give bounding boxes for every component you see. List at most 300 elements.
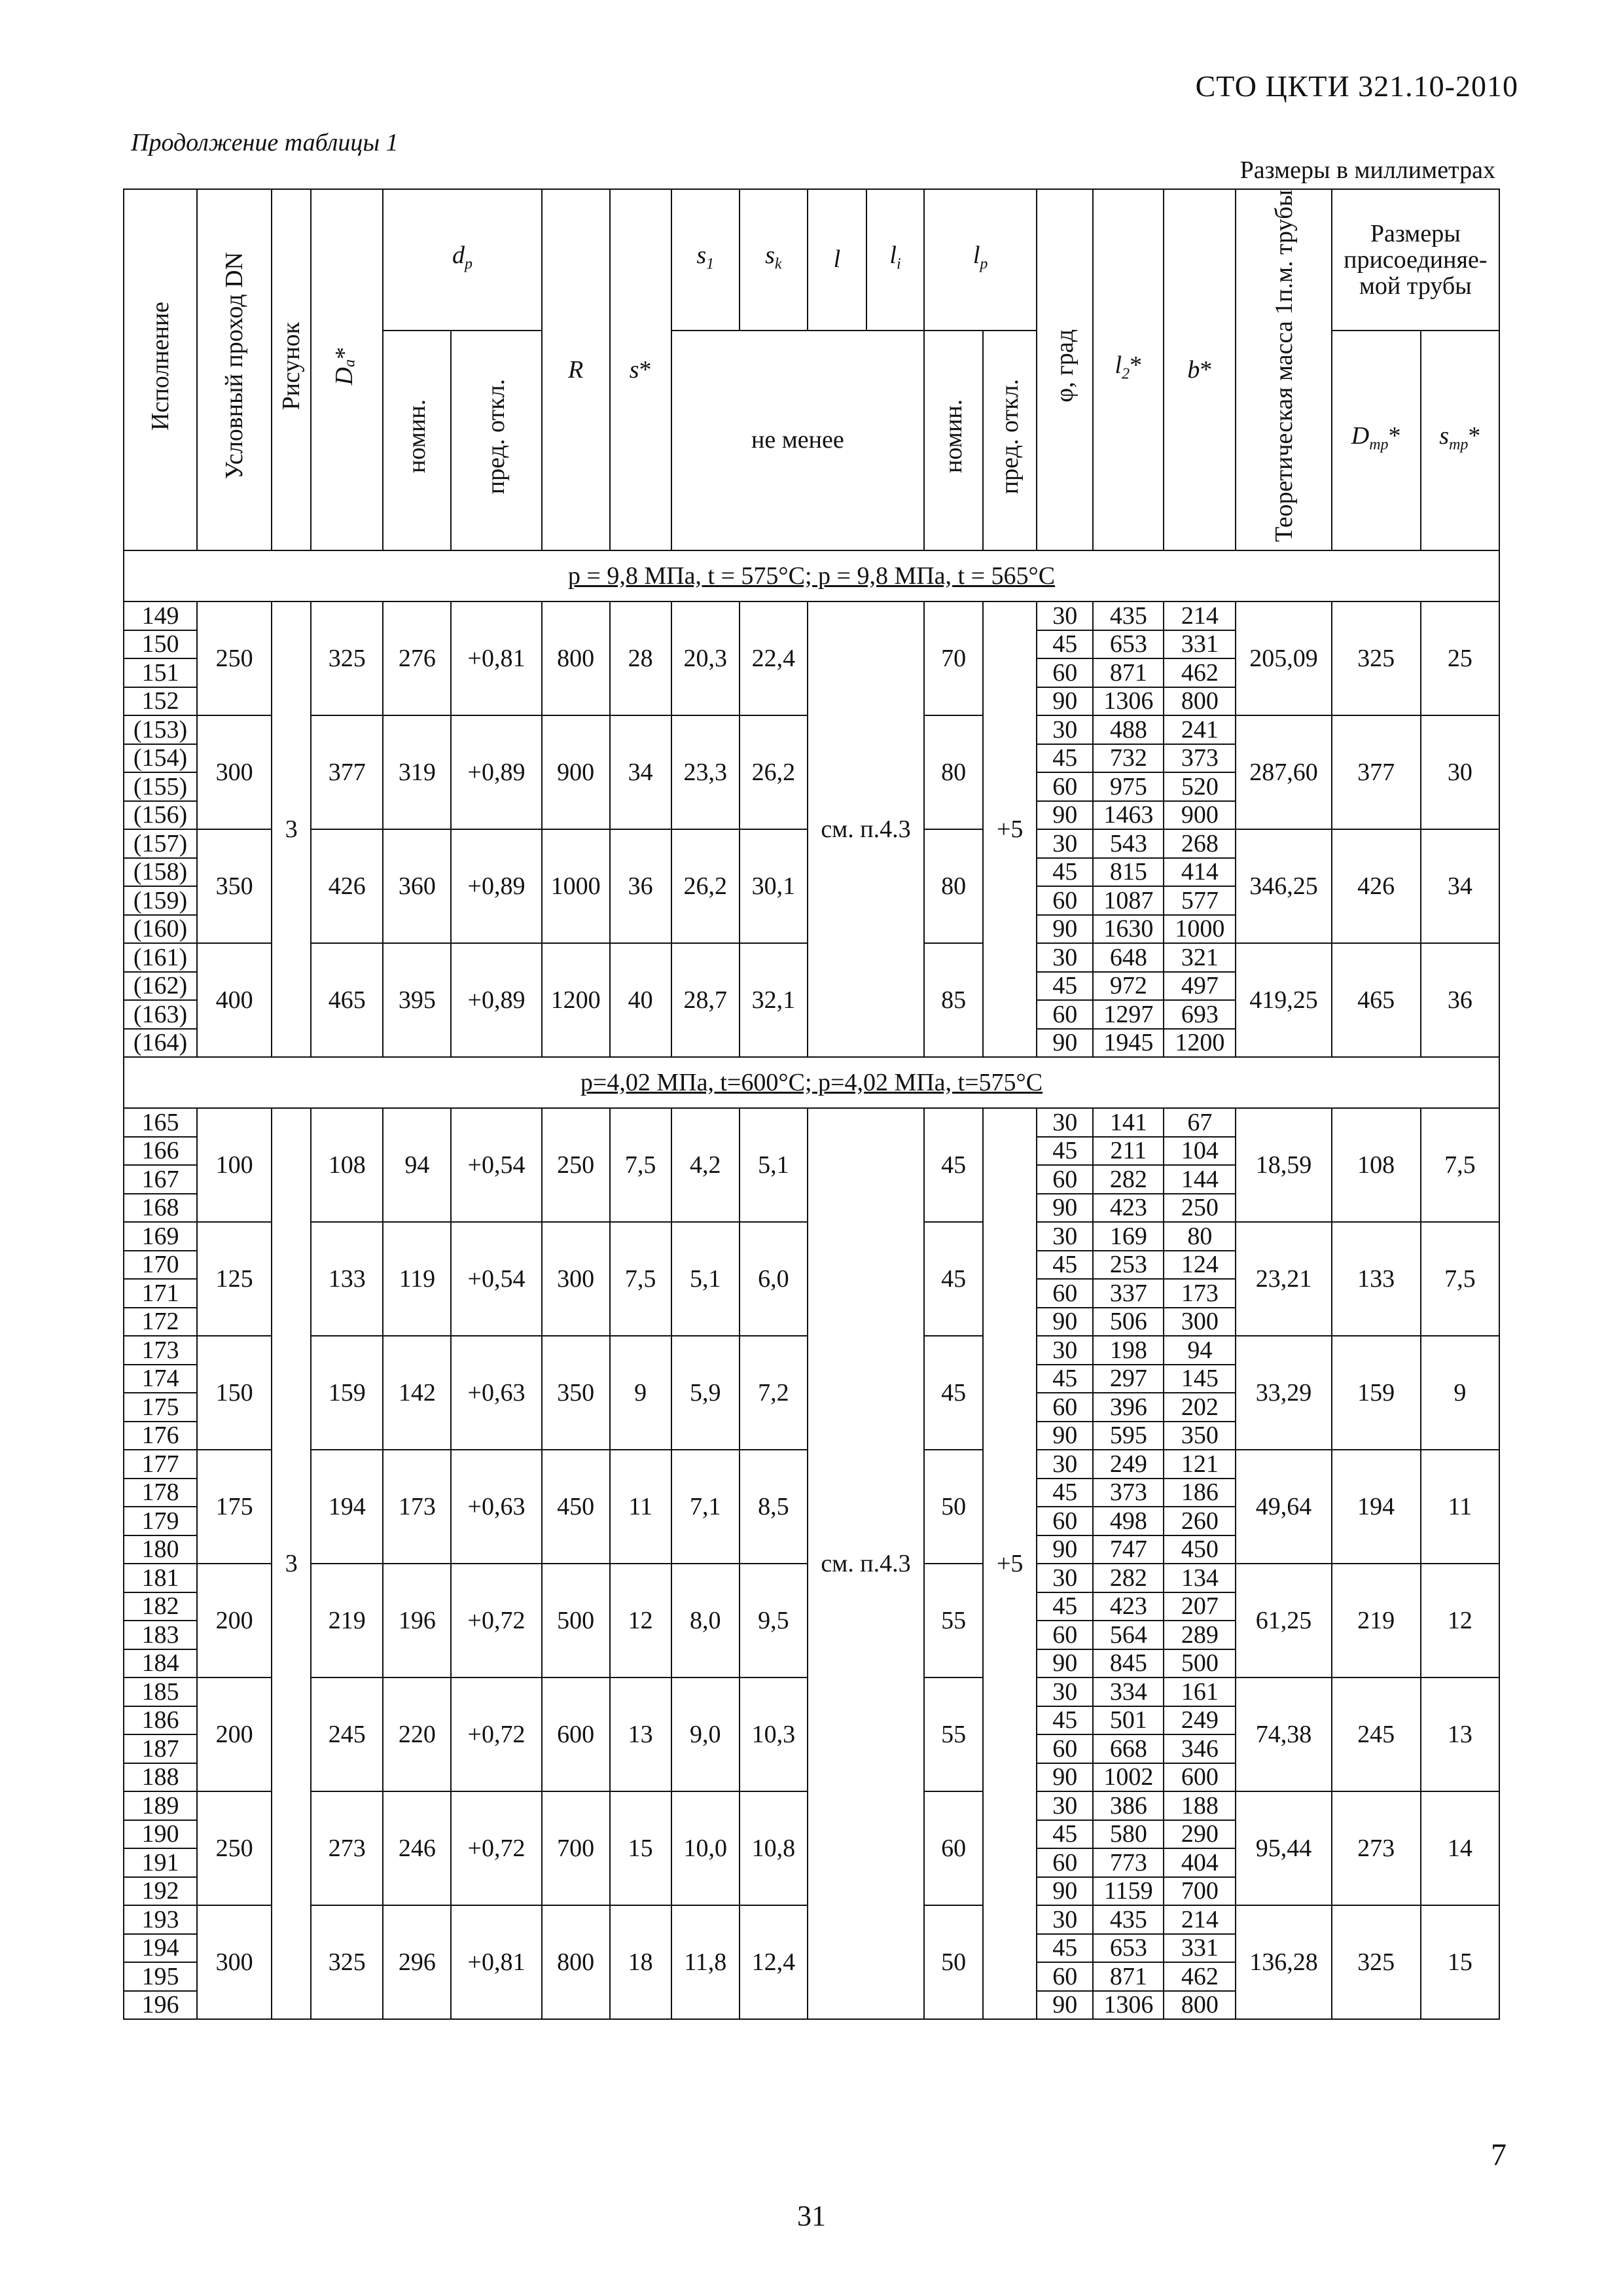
cell-phi: 45 xyxy=(1037,858,1093,887)
cell-phi: 30 xyxy=(1037,1450,1093,1479)
cell-r: 350 xyxy=(542,1336,610,1450)
cell-dp-otkl: +0,72 xyxy=(451,1791,541,1905)
col-dn: Условный проход DN xyxy=(197,189,272,550)
cell-dtr: 465 xyxy=(1332,943,1421,1057)
cell-l2: 1297 xyxy=(1093,1000,1164,1029)
document-code: СТО ЦКТИ 321.10-2010 xyxy=(1195,69,1518,103)
cell-str: 30 xyxy=(1421,715,1499,829)
cell-dp-nomin: 220 xyxy=(383,1677,451,1791)
cell-str: 34 xyxy=(1421,829,1499,943)
cell-l2: 1159 xyxy=(1093,1877,1164,1906)
cell-b: 414 xyxy=(1164,858,1236,887)
cell-s: 18 xyxy=(610,1905,671,2019)
cell-phi: 60 xyxy=(1037,1393,1093,1422)
cell-s1: 20,3 xyxy=(671,601,740,715)
cell-lp: 80 xyxy=(924,829,983,943)
cell-da: 159 xyxy=(311,1336,383,1450)
cell-r: 900 xyxy=(542,715,610,829)
cell-b: 241 xyxy=(1164,715,1236,744)
cell-phi: 90 xyxy=(1037,1991,1093,2020)
cell-ispolnenie: (164) xyxy=(124,1029,197,1058)
cell-s: 34 xyxy=(610,715,671,829)
cell-ispolnenie: 167 xyxy=(124,1165,197,1194)
cell-mass: 205,09 xyxy=(1236,601,1331,715)
cell-lp: 55 xyxy=(924,1564,983,1677)
col-l: l xyxy=(808,189,866,331)
cell-phi: 90 xyxy=(1037,801,1093,830)
col-dtr: $D_{тр}*$ xyxy=(1332,331,1421,550)
cell-ispolnenie: 194 xyxy=(124,1934,197,1963)
cell-s: 13 xyxy=(610,1677,671,1791)
cell-ispolnenie: (159) xyxy=(124,886,197,915)
cell-phi: 30 xyxy=(1037,943,1093,972)
cell-r: 250 xyxy=(542,1108,610,1222)
cell-b: 186 xyxy=(1164,1479,1236,1507)
col-lp: $l_p$ xyxy=(924,189,1037,331)
col-s: s* xyxy=(610,189,671,550)
cell-b: 214 xyxy=(1164,1905,1236,1934)
cell-s1: 8,0 xyxy=(671,1564,740,1677)
cell-r: 800 xyxy=(542,601,610,715)
cell-l2: 543 xyxy=(1093,829,1164,858)
cell-dp-otkl: +0,63 xyxy=(451,1450,541,1564)
cell-dp-nomin: 319 xyxy=(383,715,451,829)
section-title xyxy=(124,550,1499,601)
cell-str: 11 xyxy=(1421,1450,1499,1564)
cell-b: 800 xyxy=(1164,1991,1236,2020)
cell-l2: 595 xyxy=(1093,1422,1164,1450)
cell-sk: 6,0 xyxy=(740,1222,808,1336)
cell-dn: 400 xyxy=(197,943,272,1057)
table-continuation-label: Продолжение таблицы 1 xyxy=(131,129,399,156)
page-number: 31 xyxy=(797,2200,826,2232)
cell-da: 219 xyxy=(311,1564,383,1677)
units-note: Размеры в миллиметрах xyxy=(1240,156,1495,184)
cell-ispolnenie: 178 xyxy=(124,1479,197,1507)
cell-s: 9 xyxy=(610,1336,671,1450)
cell-ispolnenie: (155) xyxy=(124,772,197,801)
cell-da: 194 xyxy=(311,1450,383,1564)
cell-dtr: 219 xyxy=(1332,1564,1421,1677)
cell-phi: 60 xyxy=(1037,1165,1093,1194)
cell-lp: 50 xyxy=(924,1450,983,1564)
cell-ispolnenie: (154) xyxy=(124,744,197,773)
cell-ispolnenie: 192 xyxy=(124,1877,197,1906)
cell-s1: 4,2 xyxy=(671,1108,740,1222)
cell-l2: 498 xyxy=(1093,1507,1164,1535)
cell-phi: 60 xyxy=(1037,1000,1093,1029)
cell-dp-otkl: +0,54 xyxy=(451,1108,541,1222)
cell-b: 300 xyxy=(1164,1308,1236,1336)
cell-phi: 30 xyxy=(1037,1791,1093,1820)
cell-phi: 90 xyxy=(1037,1029,1093,1058)
cell-l2: 773 xyxy=(1093,1848,1164,1877)
cell-phi: 45 xyxy=(1037,630,1093,659)
cell-ispolnenie: 150 xyxy=(124,630,197,659)
cell-b: 207 xyxy=(1164,1592,1236,1621)
cell-lp: 50 xyxy=(924,1905,983,2019)
cell-phi: 90 xyxy=(1037,1194,1093,1223)
cell-l2: 386 xyxy=(1093,1791,1164,1820)
cell-s: 7,5 xyxy=(610,1222,671,1336)
cell-phi: 90 xyxy=(1037,687,1093,716)
cell-b: 577 xyxy=(1164,886,1236,915)
cell-b: 124 xyxy=(1164,1251,1236,1280)
col-b: b* xyxy=(1164,189,1236,550)
cell-b: 450 xyxy=(1164,1535,1236,1564)
cell-da: 273 xyxy=(311,1791,383,1905)
cell-b: 1200 xyxy=(1164,1029,1236,1058)
cell-b: 404 xyxy=(1164,1848,1236,1877)
cell-l2: 435 xyxy=(1093,1905,1164,1934)
cell-ispolnenie: 179 xyxy=(124,1507,197,1535)
cell-l2: 975 xyxy=(1093,772,1164,801)
cell-dp-otkl: +0,81 xyxy=(451,601,541,715)
cell-dn: 200 xyxy=(197,1564,272,1677)
cell-s1: 26,2 xyxy=(671,829,740,943)
cell-phi: 90 xyxy=(1037,1763,1093,1792)
cell-dn: 200 xyxy=(197,1677,272,1791)
cell-da: 108 xyxy=(311,1108,383,1222)
cell-str: 36 xyxy=(1421,943,1499,1057)
col-sk: $s_k$ xyxy=(740,189,808,331)
cell-phi: 90 xyxy=(1037,1877,1093,1906)
section-title-text: p = 9,8 МПа, t = 575°C; p = 9,8 МПа, t = 565°C xyxy=(567,562,1056,590)
cell-da: 465 xyxy=(311,943,383,1057)
cell-dn: 250 xyxy=(197,601,272,715)
cell-phi: 60 xyxy=(1037,772,1093,801)
cell-r: 500 xyxy=(542,1564,610,1677)
cell-sk: 7,2 xyxy=(740,1336,808,1450)
cell-ispolnenie: 168 xyxy=(124,1194,197,1223)
cell-l2: 282 xyxy=(1093,1564,1164,1592)
cell-s: 11 xyxy=(610,1450,671,1564)
cell-dp-nomin: 276 xyxy=(383,601,451,715)
cell-b: 80 xyxy=(1164,1222,1236,1251)
cell-lp: 45 xyxy=(924,1222,983,1336)
col-r: R xyxy=(542,189,610,550)
cell-phi: 45 xyxy=(1037,1137,1093,1166)
cell-mass: 23,21 xyxy=(1236,1222,1331,1336)
cell-phi: 60 xyxy=(1037,1734,1093,1763)
cell-dp-otkl: +0,81 xyxy=(451,1905,541,2019)
cell-b: 104 xyxy=(1164,1137,1236,1166)
cell-dtr: 133 xyxy=(1332,1222,1421,1336)
cell-dn: 175 xyxy=(197,1450,272,1564)
cell-b: 350 xyxy=(1164,1422,1236,1450)
cell-l2: 871 xyxy=(1093,658,1164,687)
cell-ispolnenie: 183 xyxy=(124,1621,197,1649)
cell-phi: 60 xyxy=(1037,1962,1093,1991)
cell-da: 325 xyxy=(311,601,383,715)
cell-mass: 287,60 xyxy=(1236,715,1331,829)
cell-l2: 506 xyxy=(1093,1308,1164,1336)
cell-ispolnenie: 175 xyxy=(124,1393,197,1422)
cell-lp: 70 xyxy=(924,601,983,715)
cell-li-note: см. п.4.3 xyxy=(808,1108,924,2019)
cell-s: 7,5 xyxy=(610,1108,671,1222)
cell-l2: 732 xyxy=(1093,744,1164,773)
cell-phi: 60 xyxy=(1037,1621,1093,1649)
cell-dp-nomin: 173 xyxy=(383,1450,451,1564)
cell-dtr: 194 xyxy=(1332,1450,1421,1564)
col-pipe: Размеры присоединяе-мой трубы xyxy=(1332,189,1499,331)
cell-l2: 423 xyxy=(1093,1194,1164,1223)
cell-b: 134 xyxy=(1164,1564,1236,1592)
cell-ispolnenie: (160) xyxy=(124,915,197,944)
cell-ispolnenie: 165 xyxy=(124,1108,197,1137)
cell-b: 500 xyxy=(1164,1649,1236,1678)
cell-l2: 1630 xyxy=(1093,915,1164,944)
cell-r: 1000 xyxy=(542,829,610,943)
cell-dp-otkl: +0,89 xyxy=(451,829,541,943)
cell-b: 289 xyxy=(1164,1621,1236,1649)
col-mass: Теоретическая масса 1п.м. трубы xyxy=(1236,189,1331,550)
cell-phi: 30 xyxy=(1037,1222,1093,1251)
cell-ispolnenie: 196 xyxy=(124,1991,197,2020)
cell-ispolnenie: (156) xyxy=(124,801,197,830)
cell-dtr: 108 xyxy=(1332,1108,1421,1222)
cell-ispolnenie: 173 xyxy=(124,1336,197,1365)
cell-sk: 9,5 xyxy=(740,1564,808,1677)
cell-phi: 45 xyxy=(1037,1251,1093,1280)
cell-sk: 12,4 xyxy=(740,1905,808,2019)
cell-lp: 60 xyxy=(924,1791,983,1905)
cell-l2: 845 xyxy=(1093,1649,1164,1678)
cell-mass: 136,28 xyxy=(1236,1905,1331,2019)
cell-dn: 125 xyxy=(197,1222,272,1336)
cell-phi: 45 xyxy=(1037,1592,1093,1621)
cell-b: 321 xyxy=(1164,943,1236,972)
cell-ispolnenie: (161) xyxy=(124,943,197,972)
cell-ispolnenie: 181 xyxy=(124,1564,197,1592)
cell-dp-otkl: +0,63 xyxy=(451,1336,541,1450)
cell-ispolnenie: 166 xyxy=(124,1137,197,1166)
cell-dp-nomin: 196 xyxy=(383,1564,451,1677)
cell-b: 1000 xyxy=(1164,915,1236,944)
cell-dp-nomin: 360 xyxy=(383,829,451,943)
cell-dn: 100 xyxy=(197,1108,272,1222)
cell-ispolnenie: 170 xyxy=(124,1251,197,1280)
cell-phi: 60 xyxy=(1037,658,1093,687)
cell-b: 121 xyxy=(1164,1450,1236,1479)
cell-l2: 501 xyxy=(1093,1706,1164,1735)
cell-phi: 90 xyxy=(1037,1422,1093,1450)
cell-ispolnenie: 151 xyxy=(124,658,197,687)
cell-phi: 45 xyxy=(1037,744,1093,773)
cell-mass: 346,25 xyxy=(1236,829,1331,943)
cell-l2: 1002 xyxy=(1093,1763,1164,1792)
cell-b: 462 xyxy=(1164,658,1236,687)
cell-dp-otkl: +0,89 xyxy=(451,943,541,1057)
cell-ispolnenie: 172 xyxy=(124,1308,197,1336)
cell-l2: 972 xyxy=(1093,972,1164,1001)
cell-dtr: 377 xyxy=(1332,715,1421,829)
cell-b: 249 xyxy=(1164,1706,1236,1735)
cell-lp: 45 xyxy=(924,1108,983,1222)
cell-s: 15 xyxy=(610,1791,671,1905)
cell-ispolnenie: 195 xyxy=(124,1962,197,1991)
cell-str: 14 xyxy=(1421,1791,1499,1905)
cell-l2: 253 xyxy=(1093,1251,1164,1280)
table-header xyxy=(124,189,1499,550)
cell-dp-otkl: +0,72 xyxy=(451,1677,541,1791)
cell-ispolnenie: (153) xyxy=(124,715,197,744)
cell-sk: 32,1 xyxy=(740,943,808,1057)
cell-ispolnenie: 184 xyxy=(124,1649,197,1678)
cell-sk: 22,4 xyxy=(740,601,808,715)
cell-sk: 26,2 xyxy=(740,715,808,829)
cell-sk: 5,1 xyxy=(740,1108,808,1222)
cell-l2: 488 xyxy=(1093,715,1164,744)
cell-lp-pred: +5 xyxy=(983,601,1037,1057)
col-dp-nomin: номин. xyxy=(383,331,451,550)
cell-s1: 7,1 xyxy=(671,1450,740,1564)
col-phi: φ, град xyxy=(1037,189,1093,550)
col-risunok: Рисунок xyxy=(272,189,311,550)
cell-sk: 10,3 xyxy=(740,1677,808,1791)
cell-da: 245 xyxy=(311,1677,383,1791)
cell-b: 520 xyxy=(1164,772,1236,801)
cell-b: 260 xyxy=(1164,1507,1236,1535)
cell-r: 300 xyxy=(542,1222,610,1336)
col-ne-menee: не менее xyxy=(671,331,924,550)
cell-l2: 373 xyxy=(1093,1479,1164,1507)
cell-b: 693 xyxy=(1164,1000,1236,1029)
col-da: $D_a*$ xyxy=(311,189,383,550)
cell-s1: 5,1 xyxy=(671,1222,740,1336)
cell-phi: 45 xyxy=(1037,1479,1093,1507)
cell-l2: 1306 xyxy=(1093,1991,1164,2020)
cell-sk: 10,8 xyxy=(740,1791,808,1905)
cell-ispolnenie: 187 xyxy=(124,1734,197,1763)
cell-l2: 1087 xyxy=(1093,886,1164,915)
col-dp-pred: пред. откл. xyxy=(451,331,541,550)
cell-ispolnenie: 169 xyxy=(124,1222,197,1251)
specification-table-container xyxy=(123,188,1500,2020)
cell-l2: 297 xyxy=(1093,1365,1164,1393)
corner-page-number: 7 xyxy=(1491,2138,1507,2172)
cell-dtr: 325 xyxy=(1332,601,1421,715)
cell-ispolnenie: 174 xyxy=(124,1365,197,1393)
cell-lp-pred: +5 xyxy=(983,1108,1037,2019)
cell-dp-nomin: 94 xyxy=(383,1108,451,1222)
cell-b: 800 xyxy=(1164,687,1236,716)
cell-phi: 45 xyxy=(1037,972,1093,1001)
cell-lp: 55 xyxy=(924,1677,983,1791)
cell-l2: 564 xyxy=(1093,1621,1164,1649)
cell-b: 161 xyxy=(1164,1677,1236,1706)
table-body xyxy=(124,550,1499,2019)
cell-s: 12 xyxy=(610,1564,671,1677)
section-title xyxy=(124,1057,1499,1108)
cell-l2: 169 xyxy=(1093,1222,1164,1251)
cell-l2: 1463 xyxy=(1093,801,1164,830)
cell-b: 250 xyxy=(1164,1194,1236,1223)
cell-str: 7,5 xyxy=(1421,1108,1499,1222)
cell-ispolnenie: 152 xyxy=(124,687,197,716)
cell-str: 7,5 xyxy=(1421,1222,1499,1336)
cell-lp: 45 xyxy=(924,1336,983,1450)
cell-dn: 250 xyxy=(197,1791,272,1905)
cell-b: 290 xyxy=(1164,1820,1236,1849)
cell-b: 188 xyxy=(1164,1791,1236,1820)
cell-ispolnenie: 176 xyxy=(124,1422,197,1450)
cell-phi: 90 xyxy=(1037,1308,1093,1336)
cell-phi: 60 xyxy=(1037,1507,1093,1535)
cell-phi: 30 xyxy=(1037,1677,1093,1706)
section-header-row xyxy=(124,1057,1499,1108)
cell-b: 145 xyxy=(1164,1365,1236,1393)
cell-l2: 211 xyxy=(1093,1137,1164,1166)
cell-ispolnenie: 185 xyxy=(124,1677,197,1706)
cell-l2: 423 xyxy=(1093,1592,1164,1621)
cell-b: 900 xyxy=(1164,801,1236,830)
cell-dn: 150 xyxy=(197,1336,272,1450)
cell-ispolnenie: (158) xyxy=(124,858,197,887)
cell-ispolnenie: 189 xyxy=(124,1791,197,1820)
cell-l2: 653 xyxy=(1093,630,1164,659)
cell-phi: 60 xyxy=(1037,886,1093,915)
cell-ispolnenie: (157) xyxy=(124,829,197,858)
cell-ispolnenie: (163) xyxy=(124,1000,197,1029)
cell-dtr: 159 xyxy=(1332,1336,1421,1450)
cell-dn: 300 xyxy=(197,715,272,829)
cell-ispolnenie: 171 xyxy=(124,1279,197,1308)
cell-b: 144 xyxy=(1164,1165,1236,1194)
cell-l2: 747 xyxy=(1093,1535,1164,1564)
cell-phi: 60 xyxy=(1037,1279,1093,1308)
cell-l2: 668 xyxy=(1093,1734,1164,1763)
cell-r: 600 xyxy=(542,1677,610,1791)
cell-phi: 30 xyxy=(1037,1336,1093,1365)
col-lp-nomin: номин. xyxy=(924,331,983,550)
cell-b: 373 xyxy=(1164,744,1236,773)
cell-phi: 45 xyxy=(1037,1820,1093,1849)
cell-b: 202 xyxy=(1164,1393,1236,1422)
cell-ispolnenie: 177 xyxy=(124,1450,197,1479)
cell-mass: 419,25 xyxy=(1236,943,1331,1057)
cell-l2: 815 xyxy=(1093,858,1164,887)
cell-mass: 49,64 xyxy=(1236,1450,1331,1564)
cell-phi: 90 xyxy=(1037,1535,1093,1564)
col-li: $l_i$ xyxy=(866,189,924,331)
cell-sk: 8,5 xyxy=(740,1450,808,1564)
cell-s: 28 xyxy=(610,601,671,715)
cell-l2: 435 xyxy=(1093,601,1164,630)
cell-phi: 90 xyxy=(1037,915,1093,944)
cell-da: 133 xyxy=(311,1222,383,1336)
cell-b: 331 xyxy=(1164,1934,1236,1963)
cell-phi: 45 xyxy=(1037,1365,1093,1393)
cell-ispolnenie: 149 xyxy=(124,601,197,630)
cell-dp-otkl: +0,72 xyxy=(451,1564,541,1677)
cell-b: 67 xyxy=(1164,1108,1236,1137)
cell-dp-otkl: +0,54 xyxy=(451,1222,541,1336)
cell-str: 12 xyxy=(1421,1564,1499,1677)
cell-phi: 30 xyxy=(1037,601,1093,630)
cell-dtr: 273 xyxy=(1332,1791,1421,1905)
col-ispolnenie: Исполнение xyxy=(124,189,197,550)
cell-mass: 95,44 xyxy=(1236,1791,1331,1905)
cell-ispolnenie: 188 xyxy=(124,1763,197,1792)
table-row xyxy=(124,1108,1499,1137)
cell-dtr: 245 xyxy=(1332,1677,1421,1791)
cell-b: 600 xyxy=(1164,1763,1236,1792)
cell-r: 1200 xyxy=(542,943,610,1057)
cell-b: 94 xyxy=(1164,1336,1236,1365)
cell-dp-nomin: 395 xyxy=(383,943,451,1057)
